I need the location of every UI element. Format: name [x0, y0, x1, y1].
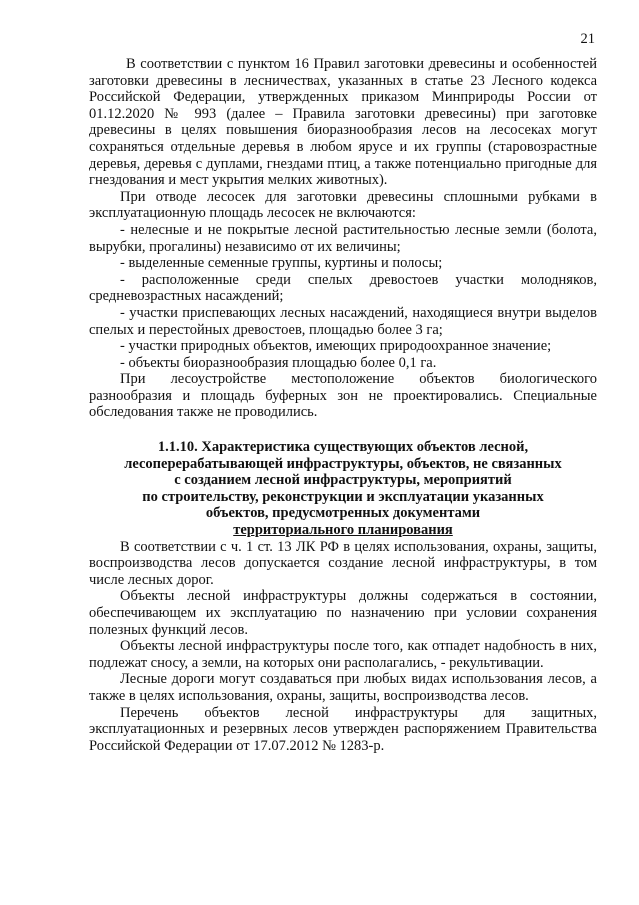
paragraph-cutting-areas: При отводе лесосек для заготовки древесины сплошными рубками в эксплуатационную площадь лесосек не включаются:	[89, 188, 597, 222]
list-item-biodiversity-objects: - объекты биоразнообразия площадью более 0,1 га.	[120, 354, 437, 371]
heading-line: лесоперерабатывающей инфраструктуры, объектов, не связанных	[124, 455, 562, 472]
heading-line: с созданием лесной инфраструктуры, мероприятий	[174, 472, 512, 489]
paragraph-infrastructure-list: Перечень объектов лесной инфраструктуры для защитных, эксплуатационных и резервных лесов утвержден распоряжением Правительства Российской Федерации от 17.07.2012 № 1283-р.	[89, 704, 597, 754]
paragraph-demolition: Объекты лесной инфраструктуры после того, как отпадет надобность в них, подлежат сносу, а земли, на которых они располагались, - рекультивации.	[89, 638, 597, 671]
list-item-nonforest-lands: - нелесные и не покрытые лесной растительностью лесные земли (болота, вырубки, прогалины) независимо от их величины;	[89, 221, 597, 255]
list-item-natural-objects: - участки природных объектов, имеющих природоохранное значение;	[120, 338, 552, 355]
paragraph-forest-roads: Лесные дороги могут создаваться при любых видах использования лесов, а также в целях использования, охраны, защиты, воспроизводства лесов.	[89, 671, 597, 704]
paragraph-felling-rules: В соответствии с пунктом 16 Правил заготовки древесины и особенностей заготовки древесины в лесничествах, указанных в статье 23 Лесного кодекса Российской Федерации, утвержденных приказом Минприроды России от 01.12.2020 № 993 (далее – Правила заготовки древесины) при заготовке древесины в целях повышения биоразнообразия лесов на лесосеках могут сохраняться отдельные деревья в любом ярусе и их группы (старовозрастные деревья, деревья с дуплами, гнездами птиц, а также потенциально пригодные для гнездования и мест укрытия мелких животных).	[89, 56, 597, 189]
heading-line: по строительству, реконструкции и эксплуатации указанных	[142, 488, 544, 505]
list-item-seed-groups: - выделенные семенные группы, куртины и полосы;	[120, 255, 443, 272]
list-item-young-stands: - расположенные среди спелых древостоев участки молодняков, средневозрастных насаждений;	[89, 271, 597, 305]
page-number: 21	[580, 31, 595, 47]
paragraph-forest-inventory: При лесоустройстве местоположение объектов биологического разнообразия и площадь буферных зон не проектировались. Специальные обследования также не проводились.	[89, 371, 597, 421]
paragraph-forest-code: В соответствии с ч. 1 ст. 13 ЛК РФ в целях использования, охраны, защиты, воспроизводства лесов допускается создание лесной инфраструктуры, в том числе лесных дорог.	[89, 538, 597, 588]
heading-line: территориального планирования	[233, 522, 453, 539]
heading-line: объектов, предусмотренных документами	[205, 505, 481, 522]
list-item-maturing-stands: - участки приспевающих лесных насаждений, находящиеся внутри выделов спелых и перестойных древостоев, площадью более 3 га;	[89, 304, 597, 338]
page-content	[89, 56, 597, 754]
heading-line: 1.1.10. Характеристика существующих объектов лесной,	[157, 439, 529, 456]
section-heading	[89, 439, 597, 539]
paragraph-maintenance: Объекты лесной инфраструктуры должны содержаться в состоянии, обеспечивающем их эксплуатацию по назначению при условии сохранения полезных функций лесов.	[89, 588, 597, 638]
